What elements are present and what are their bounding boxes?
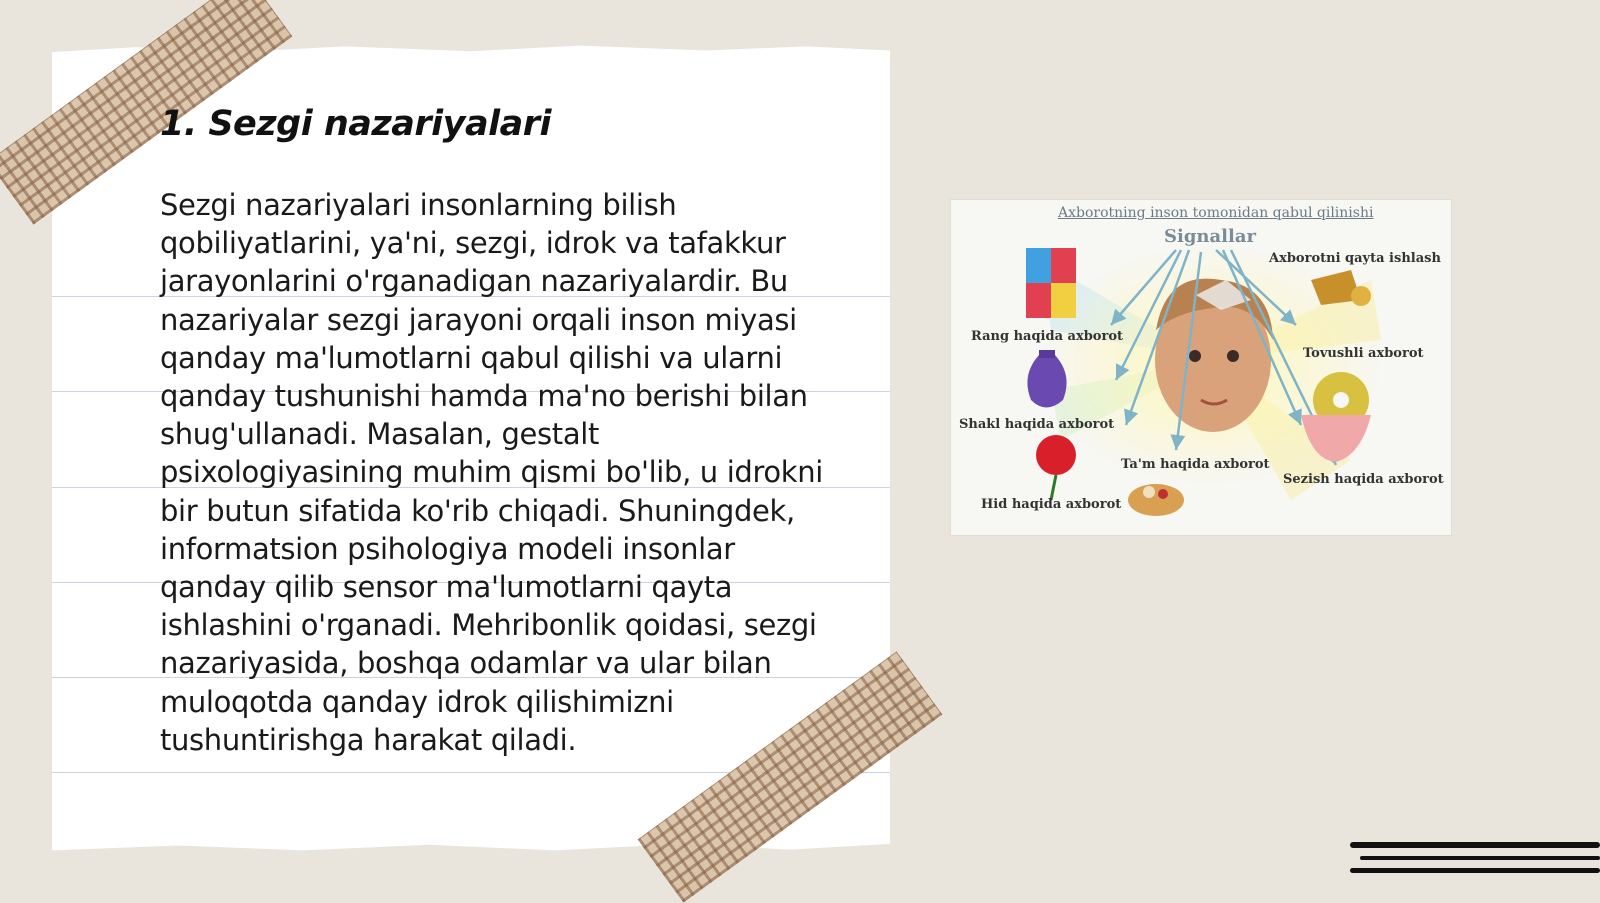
slide-title: 1. Sezgi nazariyalari bbox=[160, 104, 551, 144]
shape-info-label: Shakl haqida axborot bbox=[959, 417, 1115, 432]
decorative-stroke bbox=[1350, 868, 1600, 873]
smell-info-label: Hid haqida axborot bbox=[981, 497, 1122, 512]
perception-diagram-figure bbox=[950, 199, 1452, 536]
decorative-stroke bbox=[1350, 842, 1600, 848]
decorative-stroke bbox=[1360, 856, 1600, 860]
touch-info-label: Sezish haqida axborot bbox=[1283, 472, 1444, 487]
processing-info-label: Axborotni qayta ishlash bbox=[1269, 251, 1441, 266]
rose-icon bbox=[1036, 435, 1076, 475]
signals-label: Signallar bbox=[1164, 226, 1256, 247]
color-info-label: Rang haqida axborot bbox=[971, 329, 1123, 344]
taste-info-label: Ta'm haqida axborot bbox=[1121, 457, 1270, 472]
slide-body-text: Sezgi nazariyalari insonlarning bilish qobiliyatlarini, ya'ni, sezgi, idrok va tafakkur jarayonlarini o'rganadigan nazariyalardir. Bu nazariyalar sezgi jarayoni orqali inson miyasi qanday ma'lumotlarni qabul qilishi va ularni qanday tushunishi hamda ma'no berishi bilan shug'ullanadi. Masalan, gestalt psixologiyasining muhim qismi bo'lib, u idrokni bir butun sifatida ko'rib chiqadi. Shuningdek, informatsion psihologiya modeli insonlar qanday qilib sensor ma'lumotlarni qayta ishlashini o'rganadi. Mehribonlik qoidasi, sezgi nazariyasida, boshqa odamlar va ular bilan muloqotda qanday idrok qilishimizni tushuntirishga harakat qiladi. bbox=[160, 188, 823, 757]
food-icon bbox=[1128, 484, 1184, 516]
diagram-title: Axborotning inson tomonidan qabul qilinishi bbox=[1058, 205, 1374, 221]
vase-icon bbox=[1027, 355, 1066, 408]
decorative-strokes bbox=[1340, 840, 1600, 880]
sound-info-label: Tovushli axborot bbox=[1303, 346, 1424, 361]
